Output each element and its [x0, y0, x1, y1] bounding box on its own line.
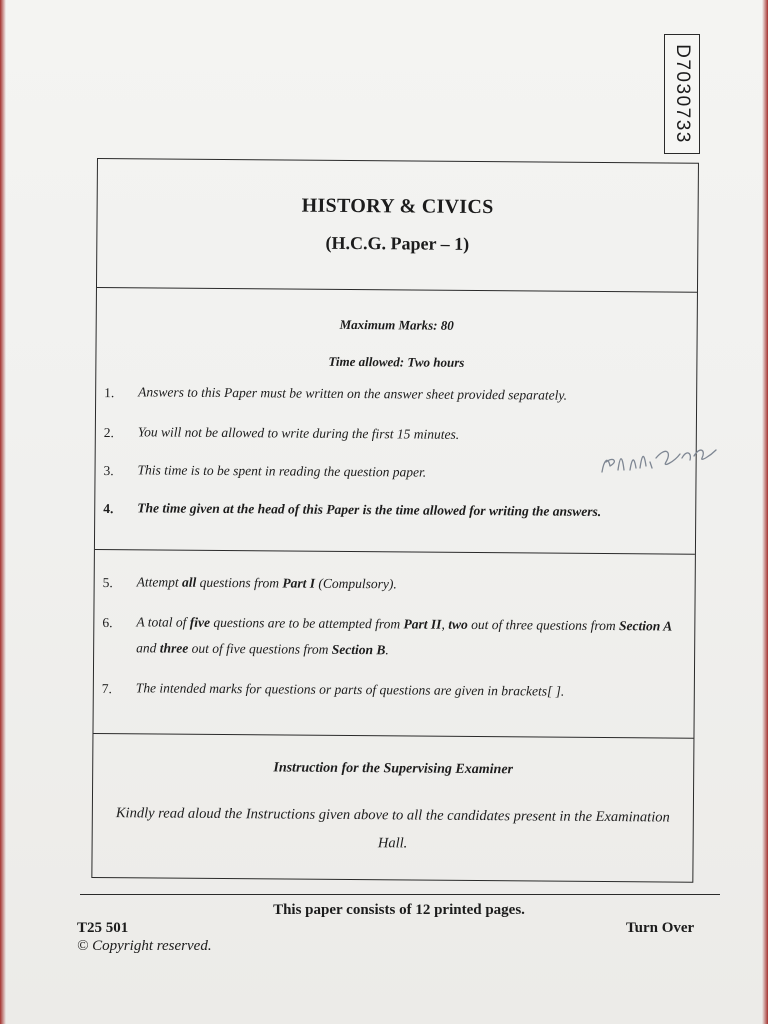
instruction-text: Answers to this Paper must be written on the answer sheet provided separately. — [138, 384, 568, 403]
instruction-item — [94, 614, 694, 658]
instruction-item — [95, 574, 695, 592]
supervisor-instruction-title: Instruction for the Supervising Examiner — [273, 760, 514, 778]
instruction-item — [96, 384, 696, 403]
turn-over-label: Turn Over — [626, 920, 695, 936]
instruction-item — [95, 500, 695, 519]
instruction-text: The intended marks for questions or parts of questions are given in brackets[ ]. — [135, 680, 565, 699]
section-divider — [93, 733, 693, 739]
instruction-text: You will not be allowed to write during the first 15 minutes. — [137, 424, 460, 442]
background-edge-left — [0, 0, 6, 1024]
instruction-number: 6. — [102, 615, 113, 631]
printed-pages-note: This paper consists of 12 printed pages. — [273, 902, 525, 918]
instruction-item — [94, 680, 694, 699]
maximum-marks: Maximum Marks: 80 — [339, 316, 454, 333]
background-edge-right — [762, 0, 768, 1024]
paper-code: T25 501 — [77, 920, 129, 936]
instruction-text: The time given at the head of this Paper is the time allowed for writing the answers. — [137, 500, 602, 519]
instruction-number: 4. — [103, 501, 114, 517]
instruction-text: Attempt all questions from Part I (Compulsory). — [136, 574, 397, 592]
instruction-number: 5. — [102, 575, 113, 591]
copyright-note: © Copyright reserved. — [77, 938, 212, 954]
instruction-number: 7. — [101, 681, 113, 697]
serial-number: D7030733 — [672, 44, 694, 144]
instruction-number: 1. — [104, 385, 115, 401]
instructions-frame — [91, 158, 699, 883]
section-divider — [97, 287, 697, 293]
paper-title: HISTORY & CIVICS — [301, 194, 494, 219]
instruction-item — [96, 424, 696, 442]
time-allowed: Time allowed: Two hours — [328, 353, 465, 370]
handwritten-signature — [596, 432, 726, 480]
footer-divider — [80, 894, 720, 895]
section-divider — [95, 549, 695, 555]
paper-subtitle: (H.C.G. Paper – 1) — [325, 232, 470, 254]
instruction-number: 3. — [103, 463, 114, 479]
supervisor-instruction-body: Kindly read aloud the Instructions given above to all the candidates present in the Examination Hall. — [115, 805, 670, 852]
instruction-text: This time is to be spent in reading the question paper. — [137, 462, 427, 480]
instruction-text: A total of five questions are to be attempted from Part II, two out of three questions from Section A and three out of five questions from Section B. — [136, 614, 673, 658]
serial-number-box — [664, 34, 700, 154]
instruction-number: 2. — [103, 425, 115, 441]
